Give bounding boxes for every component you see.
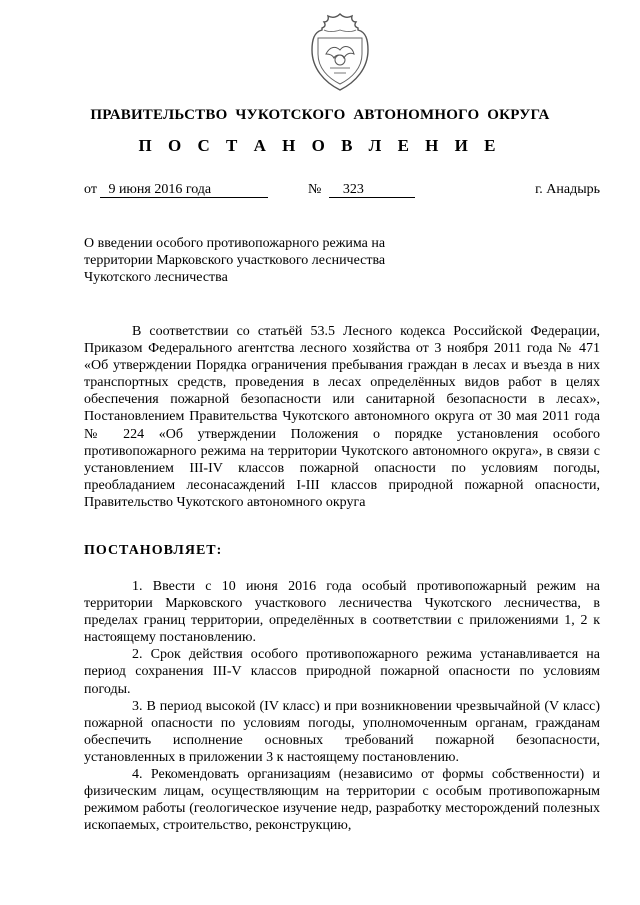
list-item: 1. Ввести с 10 июня 2016 года особый противопожарный режим на территории Марковского участкового лесничества Чукотского лесничества, в пределах границ территории, определённых в соответствии с приложениями 1, 2 к настоящему постановлению.	[84, 579, 600, 646]
government-title: ПРАВИТЕЛЬСТВО ЧУКОТСКОГО АВТОНОМНОГО ОКРУГА	[90, 107, 550, 123]
place: г. Анадырь	[535, 182, 600, 197]
list-item: 4. Рекомендовать организациям (независимо от формы собственности) и физическим лицам, осуществляющим на территории с особым противопожарным режимом работы (геологическое изучение недр, разработку месторождений полезных ископаемых, строительство, реконструкцию,	[84, 767, 600, 834]
coat-of-arms-icon	[300, 10, 380, 94]
date-prefix: от	[84, 182, 97, 197]
items-block	[84, 578, 600, 834]
decree-heading: ПОСТАНОВЛЯЕТ:	[84, 543, 223, 558]
number-prefix: №	[308, 182, 322, 197]
list-item: 2. Срок действия особого противопожарного режима устанавливается на период сохранения III-V классов природной пожарной опасности по условиям погоды.	[84, 647, 600, 697]
preamble-paragraph: В соответствии со статьёй 53.5 Лесного кодекса Российской Федерации, Приказом Федерального агентства лесного хозяйства от 3 ноября 2011 года № 471 «Об утверждении Порядка ограничения пребывания граждан в лесах и въезда в них транспортных средств, проведения в лесах определённых видов работ в целях обеспечения пожарной безопасности или санитарной безопасности в лесах», Постановлением Правительства Чукотского автономного округа от 30 мая 2011 года № 224 «Об утверждении Положения о порядке установления особого противопожарного режима на территории Чукотского автономного округа», в связи с установлением III-IV классов пожарной опасности по условиям погоды, преобладанием лесонасаждений I-III классов природной пожарной опасности, Правительство Чукотского автономного округа	[84, 324, 600, 510]
date-line	[84, 181, 268, 201]
date-value: 9 июня 2016 года	[100, 182, 268, 198]
list-item: 3. В период высокой (IV класс) и при возникновении чрезвычайной (V класс) пожарной опасности по условиям погоды, уполномоченным органам, гражданам обеспечить исполнение основных требований пожарной безопасности, установленных в приложении 3 к настоящему постановлению.	[84, 698, 600, 765]
document-subject: О введении особого противопожарного режима на территории Марковского участкового лесничества Чукотского лесничества	[84, 236, 386, 285]
number-value: 323	[329, 182, 415, 198]
number-line	[308, 181, 415, 201]
document-type: П О С Т А Н О В Л Е Н И Е	[138, 136, 502, 155]
preamble-block	[84, 323, 600, 511]
